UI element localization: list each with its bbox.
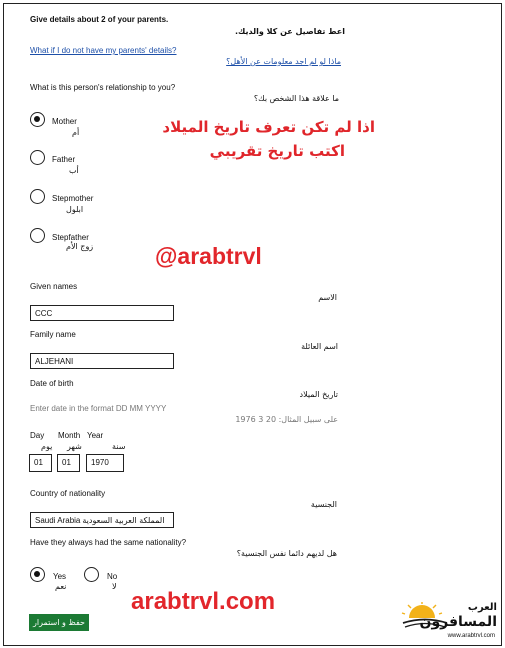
dob-day-input[interactable]: 01 <box>29 454 52 472</box>
option-stepmother-label: Stepmother <box>52 194 94 203</box>
logo-url: www.arabtrvl.com <box>447 633 495 639</box>
radio-stepfather[interactable] <box>30 228 45 243</box>
page-heading: Give details about 2 of your parents. <box>30 15 169 24</box>
overlay-note-line2: اكتب تاريخ تقريبي <box>209 142 345 160</box>
no-label-arabic: لا <box>112 582 117 591</box>
option-stepmother-label-arabic: ابلول <box>66 205 84 214</box>
logo-text-main: المسافرون <box>419 614 497 630</box>
year-label-arabic: سنة <box>112 442 126 451</box>
yes-label: Yes <box>53 572 67 581</box>
nationality-select[interactable] <box>30 512 174 528</box>
dob-label-arabic: تاريخ الميلاد <box>299 390 338 399</box>
option-father-label: Father <box>52 155 76 164</box>
radio-yes[interactable] <box>30 567 45 582</box>
nationality-value-arabic: المملكة العربية السعودية <box>82 516 165 525</box>
dob-hint: Enter date in the format DD MM YYYY <box>30 404 167 413</box>
overlay-note-line1: اذا لم تكن تعرف تاريخ الميلاد <box>162 118 375 136</box>
option-stepfather-label: Stepfather <box>52 233 89 242</box>
year-label: Year <box>87 431 104 440</box>
day-label: Day <box>30 431 45 440</box>
dob-year-input[interactable]: 1970 <box>86 454 124 472</box>
missing-details-link[interactable]: What if I do not have my parents' details? <box>30 46 177 55</box>
option-stepfather-label-arabic: زوج الأم <box>66 242 94 251</box>
no-label: No <box>107 572 118 581</box>
nationality-value: Saudi Arabia <box>35 516 81 525</box>
family-name-label: Family name <box>30 330 76 339</box>
given-names-label: Given names <box>30 282 78 291</box>
nationality-label: Country of nationality <box>30 489 106 498</box>
logo-text-top: العرب <box>467 602 497 613</box>
site-logo <box>401 602 499 642</box>
month-label: Month <box>58 431 81 440</box>
relationship-question: What is this person's relationship to you? <box>30 83 176 92</box>
dob-hint-arabic: على سبيل المثال: 20 3 1976 <box>235 415 338 424</box>
option-father-label-arabic: أب <box>69 166 79 175</box>
month-label-arabic: شهر <box>67 442 82 451</box>
option-mother-label-arabic: أم <box>72 128 80 137</box>
same-nationality-question: Have they always had the same nationality? <box>30 538 187 547</box>
day-label-arabic: يوم <box>41 442 53 451</box>
family-name-input[interactable]: ALJEHANI <box>30 353 174 369</box>
given-names-label-arabic: الاسم <box>318 293 337 302</box>
radio-no[interactable] <box>84 567 99 582</box>
option-mother-label: Mother <box>52 117 77 126</box>
save-and-continue-button[interactable]: حفظ و استمرار <box>29 614 89 631</box>
radio-stepmother[interactable] <box>30 189 45 204</box>
page-heading-arabic: اعط تفاصيل عن كلا والديك. <box>234 27 345 36</box>
family-name-label-arabic: اسم العائلة <box>301 342 338 351</box>
dob-label: Date of birth <box>30 379 74 388</box>
radio-mother[interactable] <box>30 112 45 127</box>
same-nationality-question-arabic: هل لديهم دائما نفس الجنسية؟ <box>236 549 337 558</box>
yes-label-arabic: نعم <box>55 582 67 591</box>
missing-details-link-arabic[interactable]: ماذا لو لم اجد معلومات عن الأهل؟ <box>226 57 341 66</box>
dob-month-input[interactable]: 01 <box>57 454 80 472</box>
watermark-site: arabtrvl.com <box>131 588 276 615</box>
nationality-label-arabic: الجنسية <box>310 500 337 509</box>
given-names-input[interactable]: CCC <box>30 305 174 321</box>
radio-father[interactable] <box>30 150 45 165</box>
relationship-question-arabic: ما علاقة هذا الشخص بك؟ <box>253 94 339 103</box>
watermark-handle: @arabtrvl <box>155 243 262 269</box>
